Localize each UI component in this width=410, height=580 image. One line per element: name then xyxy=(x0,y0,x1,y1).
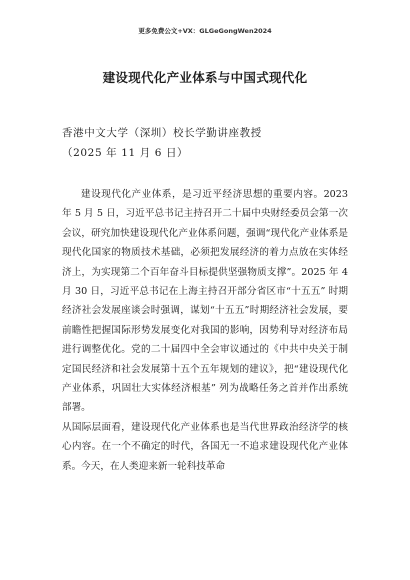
paragraph-1: 建设现代化产业体系，是习近平经济思想的重要内容。2023 年 5 月 5 日，习近平总书记主持召开二十届中央财经委员会第一次会议，研究加快建设现代化产业体系问题，强调“现代化产业体系是现代化国家的物质技术基础，必须把发展经济的着力点放在实体经济上，为实现第二个百年奋斗目标提供坚强物质支撑”。2025 年 4 月 30 日，习近平总书记在上海主持召开部分省区市“十五五” 时期经济社会发展座谈会时强调，谋划“十五五”时期经济社会发展，要前瞻性把握国际形势发展变化对我国的影响，因势利导对经济布局进行调整优化。党的二十届四中全会审议通过的《中共中央关于制定国民经济和社会发展第十五个五年规划的建议》，把“建设现代化产业体系，巩固壮大实体经济根基” 列为战略任务之首并作出系统部署。 xyxy=(62,189,348,414)
header-note: 更多免费公文+VX：GLGeGongWen2024 xyxy=(138,27,272,35)
paragraph-2: 从国际层面看，建设现代化产业体系也是当代世界政治经济学的核心内容。在一个不确定的时代，各国无一不追求建设现代化产业体系。今天，在人类迎来新一轮科技革命 xyxy=(62,421,348,472)
date-line: （2025 年 11 月 6 日） xyxy=(62,147,189,159)
document-title: 建设现代化产业体系与中国式现代化 xyxy=(102,70,308,85)
author-line: 香港中文大学（深圳）校长学勤讲座教授 xyxy=(62,127,262,139)
body-text xyxy=(62,185,348,476)
